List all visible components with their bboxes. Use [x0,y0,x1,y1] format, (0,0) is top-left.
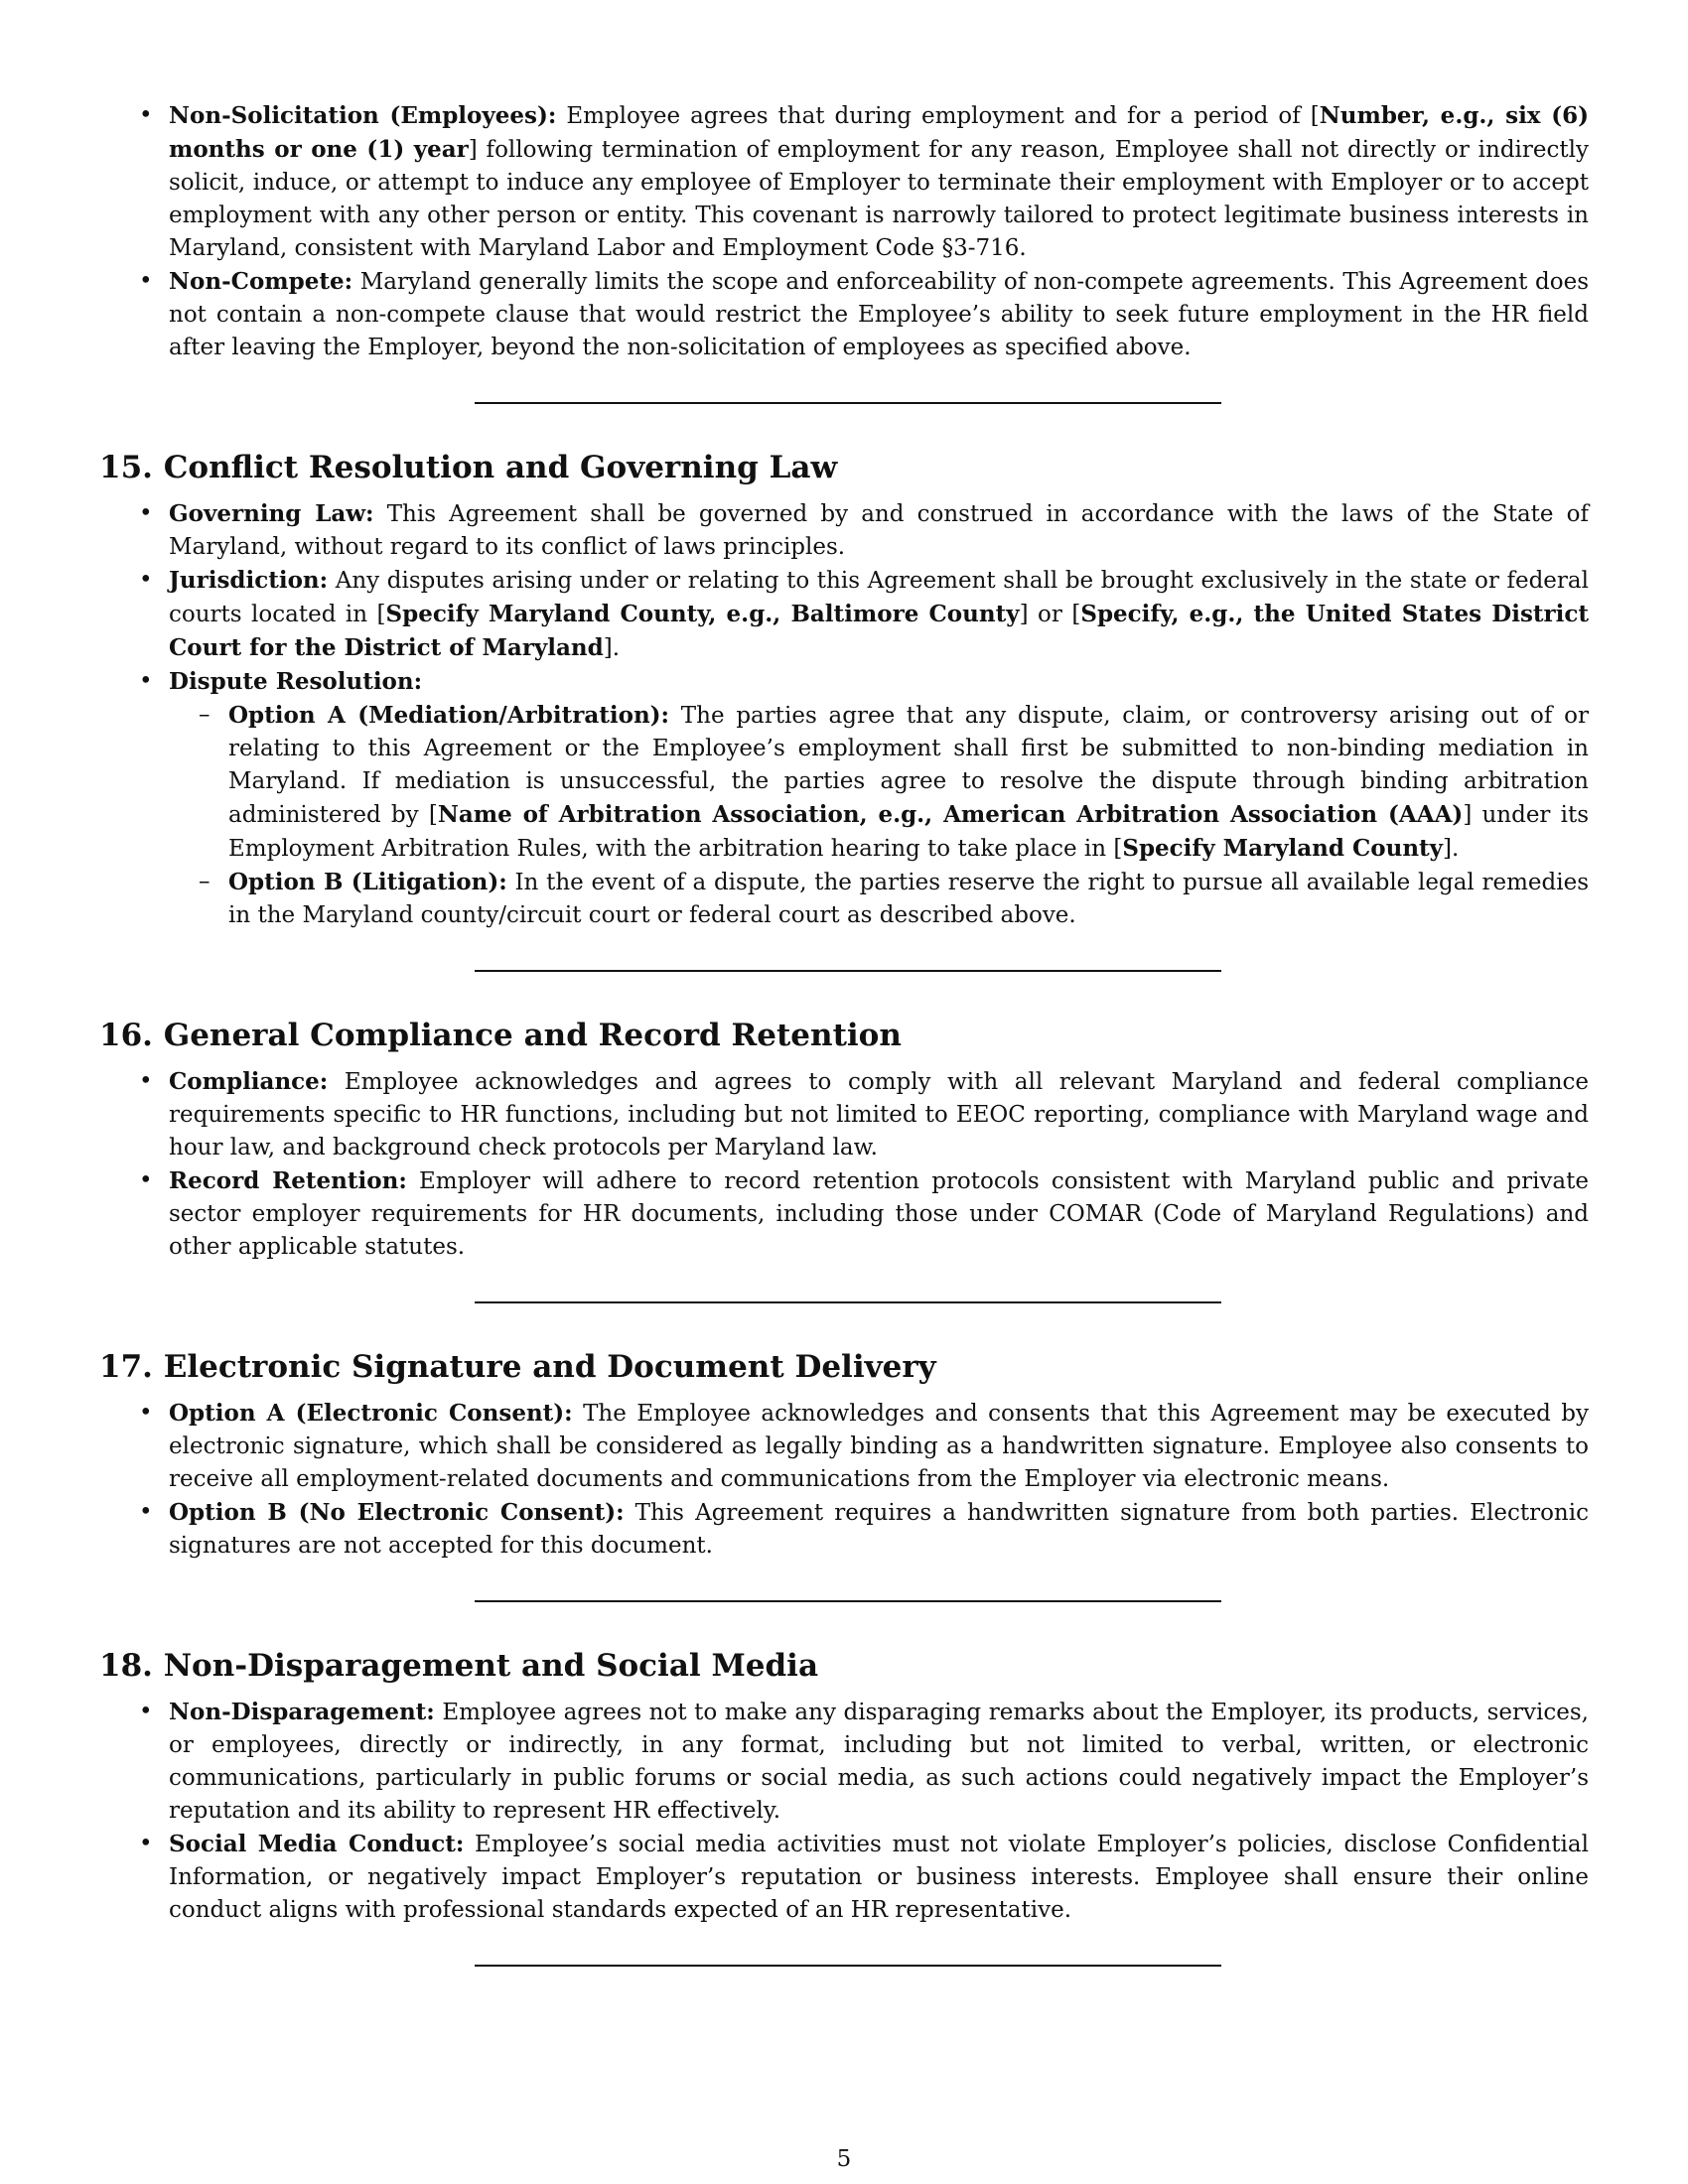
item-text: ] following termination of employment for any reason, Employee shall not directly or indirectly solicit, induce, or attempt to induce any employee of Employer to terminate their employment with Employer or to accept employment with any other person or entity. This covenant is narrowly tailored to protect legitimate business interests in Maryland, consistent with Maryland Labor and Employment Code §3-716. [169,137,1589,261]
list-item-governing-law [99,497,1589,564]
item-label: Jurisdiction: [169,567,329,594]
item-label: Option A (Electronic Consent): [169,1400,573,1427]
item-text: Employee agrees that during employment and for a period of [ [556,103,1320,129]
item-label: Record Retention: [169,1167,407,1194]
item-text: Any disputes arising under or relating to this Agreement shall be brought exclusively in the state or federal courts located in [ [169,568,1589,627]
item-text: Maryland generally limits the scope and enforceability of non-compete agreements. This Agreement does not contain a non-compete clause that would restrict the Employee’s ability to seek future employment in the HR field after leaving the Employer, beyond the non-solicitation of employees as specified above. [169,269,1589,360]
section-18-list [99,1696,1589,1927]
document-content [99,99,1589,1967]
section-heading-18: 18. Non-Disparagement and Social Media [99,1648,819,1684]
section-heading-17: 17. Electronic Signature and Document Delivery [99,1349,936,1385]
list-item-compliance [99,1065,1589,1164]
item-placeholder: Number, e.g., six (6) months or one (1) year [169,102,1589,163]
item-label: Option A (Mediation/Arbitration): [228,702,670,729]
section-divider [475,970,1221,972]
sub-item-option-b [169,866,1589,932]
section-15-list [99,497,1589,932]
item-label: Non-Compete: [169,268,353,295]
item-label: Non-Disparagement: [169,1699,435,1725]
item-label: Governing Law: [169,500,374,527]
list-item-social-media [99,1828,1589,1927]
item-text: This Agreement shall be governed by and construed in accordance with the laws of the State of Maryland, without regard to its conflict of laws principles. [169,501,1589,560]
item-label: Compliance: [169,1068,329,1095]
item-label: Social Media Conduct: [169,1831,465,1857]
list-item-jurisdiction [99,564,1589,665]
item-label: Option B (No Electronic Consent): [169,1499,625,1526]
item-label: Non-Solicitation (Employees): [169,102,557,129]
item-text: The parties agree that any dispute, claim, or controversy arising out of or relating to this Agreement or the Employee’s employment shall first be submitted to non-binding mediation in Maryland. If mediation is unsuccessful, the parties agree to resolve the dispute through binding arbitration administered by [ [228,703,1590,828]
list-item-non-disparagement [99,1696,1589,1828]
item-text: ]. [1443,836,1460,862]
list-item-non-solicitation [99,99,1589,265]
dispute-options-list [169,699,1589,932]
item-label: Option B (Litigation): [228,869,507,895]
sub-item-option-a [169,699,1589,866]
intro-list [99,99,1589,364]
section-17-list [99,1397,1589,1563]
item-placeholder: Name of Arbitration Association, e.g., American Arbitration Association (AAA) [437,801,1464,828]
list-item-dispute-resolution [99,665,1589,932]
item-text: The Employee acknowledges and consents that this Agreement may be executed by electronic signature, which shall be considered as legally binding as a handwritten signature. Employee also consents to receive all employment-related documents and communications from the Employer via electronic means. [169,1401,1589,1492]
section-heading-16: 16. General Compliance and Record Retention [99,1018,902,1053]
item-text: ] or [ [1019,602,1081,627]
item-text: Employer will adhere to record retention protocols consistent with Maryland public and private sector employer requirements for HR documents, including those under COMAR (Code of Maryland Regulations) and other applicable statutes. [169,1168,1589,1260]
item-placeholder: Specify Maryland County, e.g., Baltimore County [385,601,1020,627]
item-text: Employee agrees not to make any disparaging remarks about the Employer, its products, services, or employees, directly or indirectly, in any format, including but not limited to verbal, written, or electronic communications, particularly in public forums or social media, as such actions could negatively impact the Employer’s reputation and its ability to represent HR effectively. [169,1700,1589,1824]
list-item-non-compete [99,265,1589,364]
section-divider [475,1600,1221,1602]
section-divider [475,1965,1221,1967]
item-text: Employee acknowledges and agrees to comply with all relevant Maryland and federal compliance requirements specific to HR functions, including but not limited to EEOC reporting, compliance with Maryland wage and hour law, and background check protocols per Maryland law. [169,1069,1589,1160]
item-placeholder: Specify, e.g., the United States District Court for the District of Maryland [169,601,1589,661]
list-item-electronic-consent [99,1397,1589,1496]
section-divider [475,402,1221,404]
document-page [99,99,1589,2144]
item-text: ] under its Employment Arbitration Rules, with the arbitration hearing to take place in [ [228,802,1590,862]
list-item-record-retention [99,1164,1589,1264]
section-16-list [99,1065,1589,1264]
list-item-no-electronic-consent [99,1496,1589,1563]
item-placeholder: Specify Maryland County [1122,835,1444,862]
item-text: In the event of a dispute, the parties reserve the right to pursue all available legal remedies in the Maryland county/circuit court or federal court as described above. [228,870,1589,928]
page-number: 5 [836,2146,852,2172]
item-text: ]. [603,635,621,661]
item-text: Employee’s social media activities must not violate Employer’s policies, disclose Confidential Information, or negatively impact Employer’s reputation or business interests. Employee shall ensure their online conduct aligns with professional standards expected of an HR representative. [169,1832,1589,1923]
section-heading-15: 15. Conflict Resolution and Governing Law [99,450,838,485]
item-text: This Agreement requires a handwritten signature from both parties. Electronic signatures are not accepted for this document. [169,1500,1589,1559]
item-label: Dispute Resolution: [169,668,423,695]
section-divider [475,1301,1221,1303]
